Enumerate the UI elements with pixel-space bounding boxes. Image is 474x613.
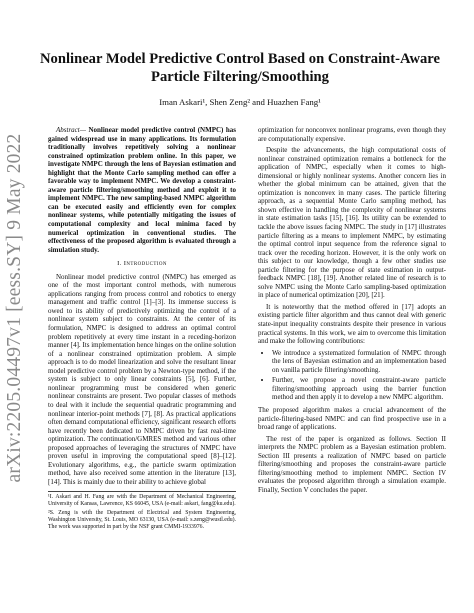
paragraph: The rest of the paper is organized as follows. Section II interprets the NMPC problem as a Bayesian estimation problem. Section III presents a realization of NMPC based on particle filtering/smoothing and proposes the constraint-aware particle filtering/smoothing method to implement NMPC. Section IV evaluates the proposed algorithm through a simulation example. Finally, Section V concludes the paper. [258,434,446,494]
footnotes [48,491,236,530]
abstract [48,126,236,254]
arxiv-stamp-text: arXiv:2205.04497v1 [eess.SY] 9 May 2022 [4,133,25,483]
paper-authors: Iman Askari¹, Shen Zeng² and Huazhen Fang¹ [159,97,321,107]
list-item: • We introduce a systematized formulation of NMPC through the lens of Bayesian estimation and an implementation based on vanilla particle filtering/smoothing. [272,349,446,375]
paragraph: Despite the advancements, the high computational costs of nonlinear constrained optimization remains a bottleneck for the application of NMPC, especially when it comes to high-dimensional or highly nonlinear systems. Another concern lies in whether the global minimum can be attained, given that the optimization is nonconvex in many cases. The particle filtering approach, as a sequential Monte Carlo sampling method, has shown effective in handling the complexity of nonlinear systems in state estimation tasks [15], [16]. Its utility can be extended to tackle the above issues facing NMPC. The study in [17] illustrates particle filtering as a means to implement NMPC, by estimating the optimal control input sequence from the reference signal to track over the receding horizon. However, it is the only work on this subject to our knowledge, though a few other studies use particle filtering for the purpose of state estimation in output-feedback NMPC [18], [19]. Another related line of research is to solve NMPC using the Monte Carlo sampling-based optimization in place of numerical optimization [20], [21]. [258,146,446,300]
arxiv-stamp [4,112,26,504]
intro-paragraph: Nonlinear model predictive control (NMPC) has emerged as one of the most important control methods, with numerous applications ranging from process control and robotics to energy management and traffic control [1]–[3]. Its immense success is owed to its ability of predictively optimizing the control of a nonlinear system subject to constraints. At the center of its formulation, NMPC is designed to address an optimal control problem repetitively at every time instant in a receding-horizon manner [4]. Its implementation hence hinges on the online solution of a nonlinear constrained optimization problem. A simple approach is to do model linearization and solve the resultant linear model predictive control problem by a Newton-type method, if the system is subject to only linear constraints [5], [6]. Further, nonlinear programming must be considered when generic nonlinear constraints are present. Two popular classes of methods to deal with it include the sequential quadratic programming and nonlinear interior-point methods [7], [8]. As practical applications often demand computational efficiency, significant research efforts have recently been dedicated to NMPC driven by fast real-time optimization. The continuation/GMRES method and various other proposed approaches of leveraging the structures of NMPC have proven useful in improving the computational speed [8]–[12]. Evolutionary algorithms, e.g., the particle swarm optimization method, have also received some attention in the literature [13], [14]. This is mainly due to their ability to achieve global [48,272,236,486]
paragraph: The proposed algorithm makes a crucial advancement of the particle-filtering-based NMPC and can find prospective use in a broad range of applications. [258,405,446,432]
list-item: • Further, we propose a novel constraint-aware particle filtering/smoothing approach using the barrier function method and then apply it to develop a new NMPC algorithm. [272,376,446,402]
right-column [258,126,446,497]
paragraph: It is noteworthy that the method offered in [17] adopts an existing particle filter algorithm and thus cannot deal with generic state-input inequality constraints despite their presence in various practical systems. In this work, we aim to overcome this limitation and make the following contributions: [258,302,446,346]
paper-title: Nonlinear Model Predictive Control Based on Constraint-Aware Particle Filtering/Smoothing [40,51,440,85]
abstract-text: Nonlinear model predictive control (NMPC) has gained widespread use in many applications. Its formulation traditionally involves repetitively solving a nonlinear constrained optimization problem online. In this paper, we investigate NMPC through the lens of Bayesian estimation and highlight that the Monte Carlo sampling method can offer a favorable way to implement NMPC. We develop a constraint-aware particle filtering/smoothing method and exploit it to implement NMPC. The new sampling-based NMPC algorithm can be executed easily and efficiently even for complex nonlinear systems, while potentially mitigating the issues of computational complexity and local minima faced by numerical optimization in conventional studies. The effectiveness of the proposed algorithm is evaluated through a simulation study. [48,126,236,254]
abstract-label: Abstract— [56,126,86,134]
footnote-affiliation-1: ¹I. Askari and H. Fang are with the Department of Mechanical Engineering, University of Kansas, Lawrence, KS 66045, USA (e-mail: askari, fang@ku.edu). [48,494,236,508]
left-column [48,126,236,532]
contributions-list [258,349,446,402]
footnote-affiliation-2: ²S. Zeng is with the Department of Electrical and System Engineering, Washington University, St. Louis, MO 63130, USA (e-mail: s.zeng@wustl.edu). The work was supported in part by the NSF grant CMMI-1933976. [48,510,236,530]
section-heading-introduction: I. Introduction [117,260,167,268]
paragraph: optimization for nonconvex nonlinear programs, even though they are computationally expensive. [258,126,446,143]
